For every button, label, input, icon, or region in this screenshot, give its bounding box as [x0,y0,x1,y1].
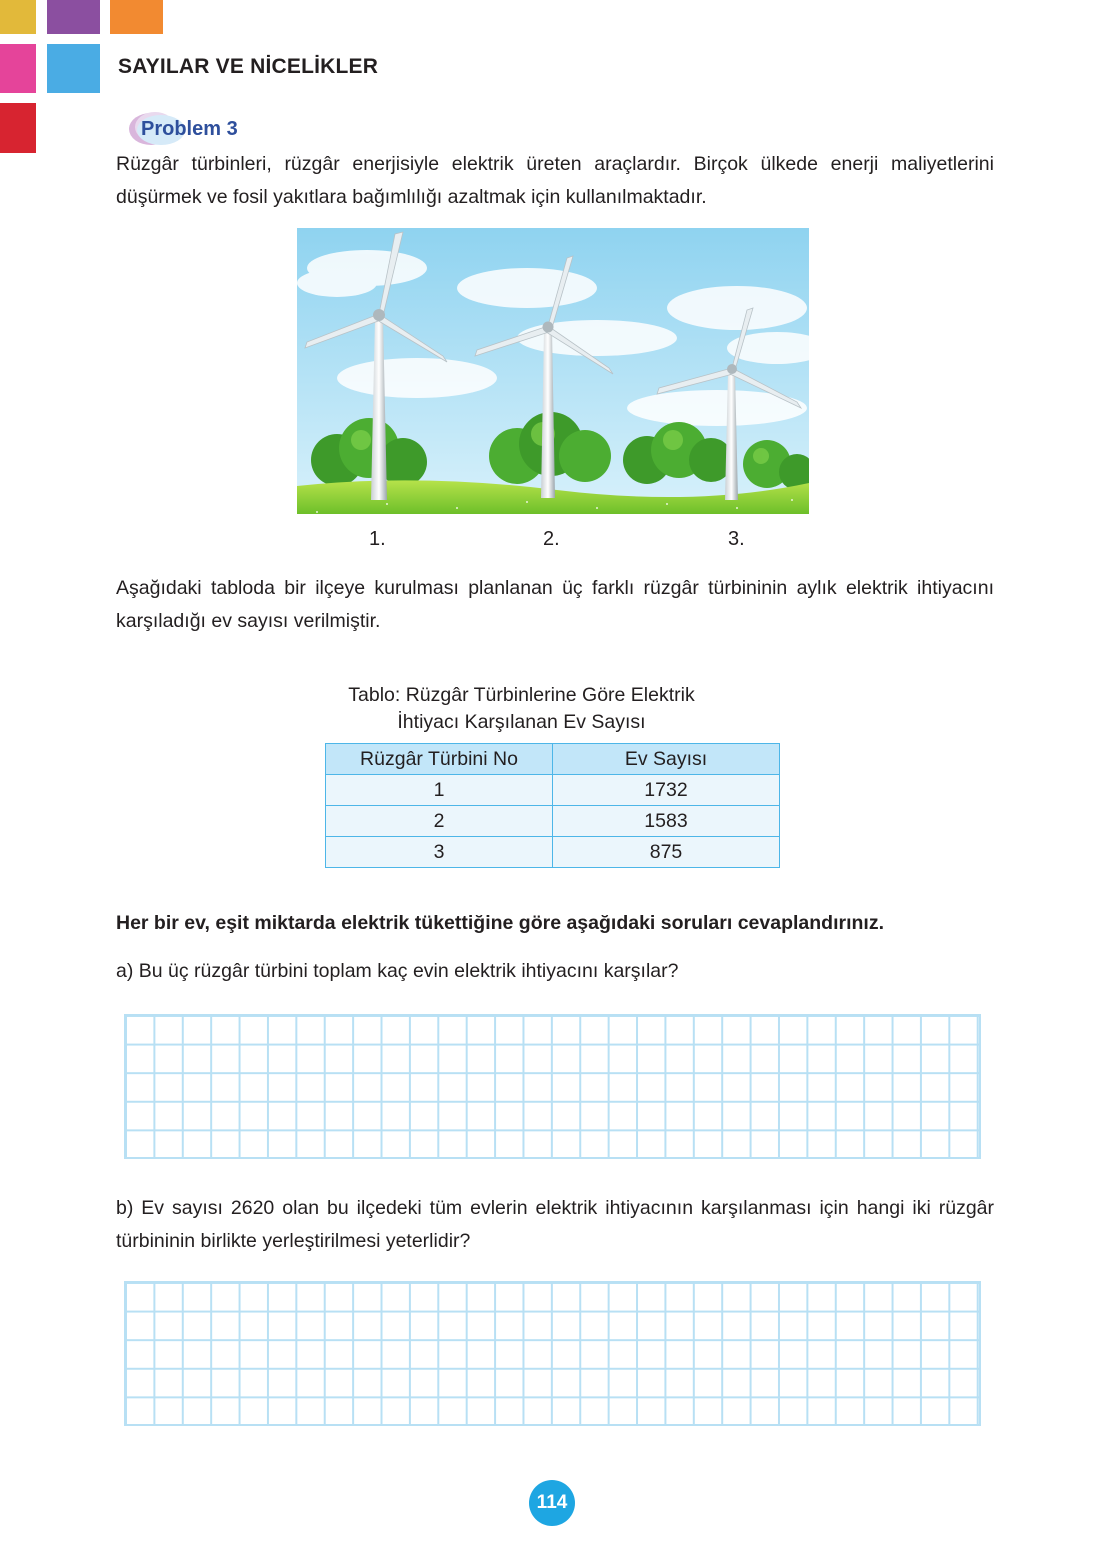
instruction-text: Her bir ev, eşit miktarda elektrik tükettiğine göre aşağıdaki soruları cevaplandırınız. [116,912,885,934]
corner-square-pink [0,44,36,93]
table-caption-line2: İhtiyacı Karşılanan Ev Sayısı [397,711,646,733]
intro-paragraph: Rüzgâr türbinleri, rüzgâr enerjisiyle elektrik üreten araçlardır. Birçok ülkede enerji maliyetlerini düşürmek ve fosil yakıtlara bağımlılığı azaltmak için kullanılmaktadır. [116,153,994,208]
table-row [326,775,780,806]
table-caption-line1: Tablo: Rüzgâr Türbinlerine Göre Elektrik [348,684,695,706]
table-header-row [326,744,780,775]
answer-grid-a[interactable] [124,1014,981,1159]
corner-square-blue [47,44,100,93]
table-cell-turbine: 1 [326,775,553,806]
turbine-label-3: 3. [728,528,745,550]
description-paragraph: Aşağıdaki tabloda bir ilçeye kurulması planlanan üç farklı rüzgâr türbininin aylık elektrik ihtiyacını karşıladığı ev sayısı verilmiştir. [116,577,994,632]
problem-label: Problem 3 [141,118,238,140]
table-row [326,806,780,837]
table-cell-count: 1732 [553,775,780,806]
table-row [326,837,780,868]
header-ev-sayisi: Ev Sayısı [553,744,780,775]
section-title: SAYILAR VE NİCELİKLER [118,55,379,78]
ev-sayisi-table [325,743,780,868]
question-a: a) Bu üç rüzgâr türbini toplam kaç evin elektrik ihtiyacını karşılar? [116,960,679,982]
table-cell-count: 1583 [553,806,780,837]
table-cell-count: 875 [553,837,780,868]
page-number: 114 [529,1480,575,1526]
table-cell-turbine: 2 [326,806,553,837]
wind-turbines-illustration [297,228,809,514]
corner-square-yellow [0,0,36,34]
corner-square-orange [110,0,163,34]
corner-square-purple [47,0,100,34]
corner-square-red [0,103,36,153]
table-caption [300,682,743,736]
turbine-label-2: 2. [543,528,560,550]
answer-grid-b[interactable] [124,1281,981,1426]
turbine-label-1: 1. [369,528,386,550]
question-b: b) Ev sayısı 2620 olan bu ilçedeki tüm evlerin elektrik ihtiyacının karşılanması için hangi iki rüzgâr türbininin birlikte yerleştirilmesi yeterlidir? [116,1197,994,1252]
header-turbine-no: Rüzgâr Türbini No [326,744,553,775]
table-cell-turbine: 3 [326,837,553,868]
